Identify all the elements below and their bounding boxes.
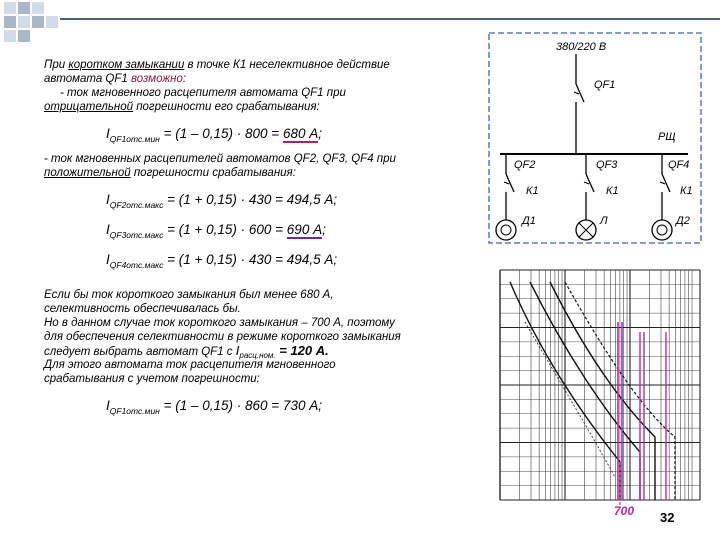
supply-label: 380/220 В (556, 41, 607, 53)
conclusion-line-2: селективность обеспечивалась бы. (44, 303, 241, 315)
branch-qf4 (652, 154, 693, 240)
conclusion-line-3: Но в данном случае ток короткого замыкания – 700 А, поэтому (44, 317, 395, 329)
load-d1-label: Д1 (522, 215, 536, 227)
motor-d1-icon (496, 220, 516, 240)
motor-d2-icon (652, 220, 672, 240)
decorative-squares (0, 0, 60, 50)
paragraph-line-4: отрицательной погрешности его срабатывания: (44, 101, 320, 113)
page-number: 32 (660, 510, 675, 525)
paragraph-line-1: При коротком замыкании в точке К1 неселективное действие (44, 59, 390, 71)
branch-qf2 (496, 154, 539, 240)
fault-k1-label: К1 (606, 185, 619, 197)
branch-qf3 (576, 154, 619, 240)
fault-k1-label: К1 (680, 185, 693, 197)
formula-qf4-max: $I_{QF4отс.макс} = (1 + 0,15) \cdot 430 = 494,5$ А; (106, 252, 338, 270)
formula-qf1-new: $I_{QF1отс.мин} = (1 - 0,15) \cdot 860 = 730$ А; (106, 398, 322, 416)
fault-k1-label: К1 (526, 185, 539, 197)
paragraph-line-5: - ток мгновенных расцепителей автоматов QF2, QF3, QF4 при (44, 153, 396, 165)
chart-readout-current: 700 (614, 504, 635, 518)
time-current-chart (470, 262, 702, 507)
conclusion-line-4: для обеспечения селективности в режиме короткого замыкания (44, 331, 401, 343)
formula-qf1-min: $I_{QF1отс.мин} = (1 - 0,15) \cdot 800 = 680$ А; (106, 126, 322, 144)
conclusion-line-5: следует выбрать автомат QF1 с $I_{расц.ном.} = 120$ А. (44, 343, 329, 360)
header-rule (60, 18, 720, 20)
conclusion-line-7: срабатывания с учетом погрешности: (44, 373, 260, 385)
panel-label: РЩ (658, 131, 676, 143)
formula-qf2-max: $I_{QF2отс.макс} = (1 + 0,15) \cdot 430 = 494,5$ А; (106, 192, 338, 210)
paragraph-line-3: - ток мгновенного расцепителя автомата QF1 при (60, 87, 346, 99)
qf1-label: QF1 (594, 79, 616, 91)
paragraph-line-6: положительной погрешности срабатывания: (44, 167, 296, 179)
circuit-schematic (488, 32, 702, 244)
conclusion-line-1: Если бы ток короткого замыкания был менее 680 А, (44, 289, 334, 301)
qf3-label: QF3 (596, 159, 618, 171)
qf4-label: QF4 (668, 159, 690, 171)
load-l-label: Л (600, 215, 608, 227)
qf2-label: QF2 (514, 159, 536, 171)
paragraph-line-2: автомата QF1 возможно: (44, 73, 187, 85)
conclusion-line-6: Для этого автомата ток расцепителя мгновенного (44, 359, 336, 371)
load-d2-label: Д2 (676, 215, 690, 227)
formula-qf3-max: $I_{QF3отс.макс} = (1 + 0,15) \cdot 600 = 690$ А; (106, 222, 326, 240)
